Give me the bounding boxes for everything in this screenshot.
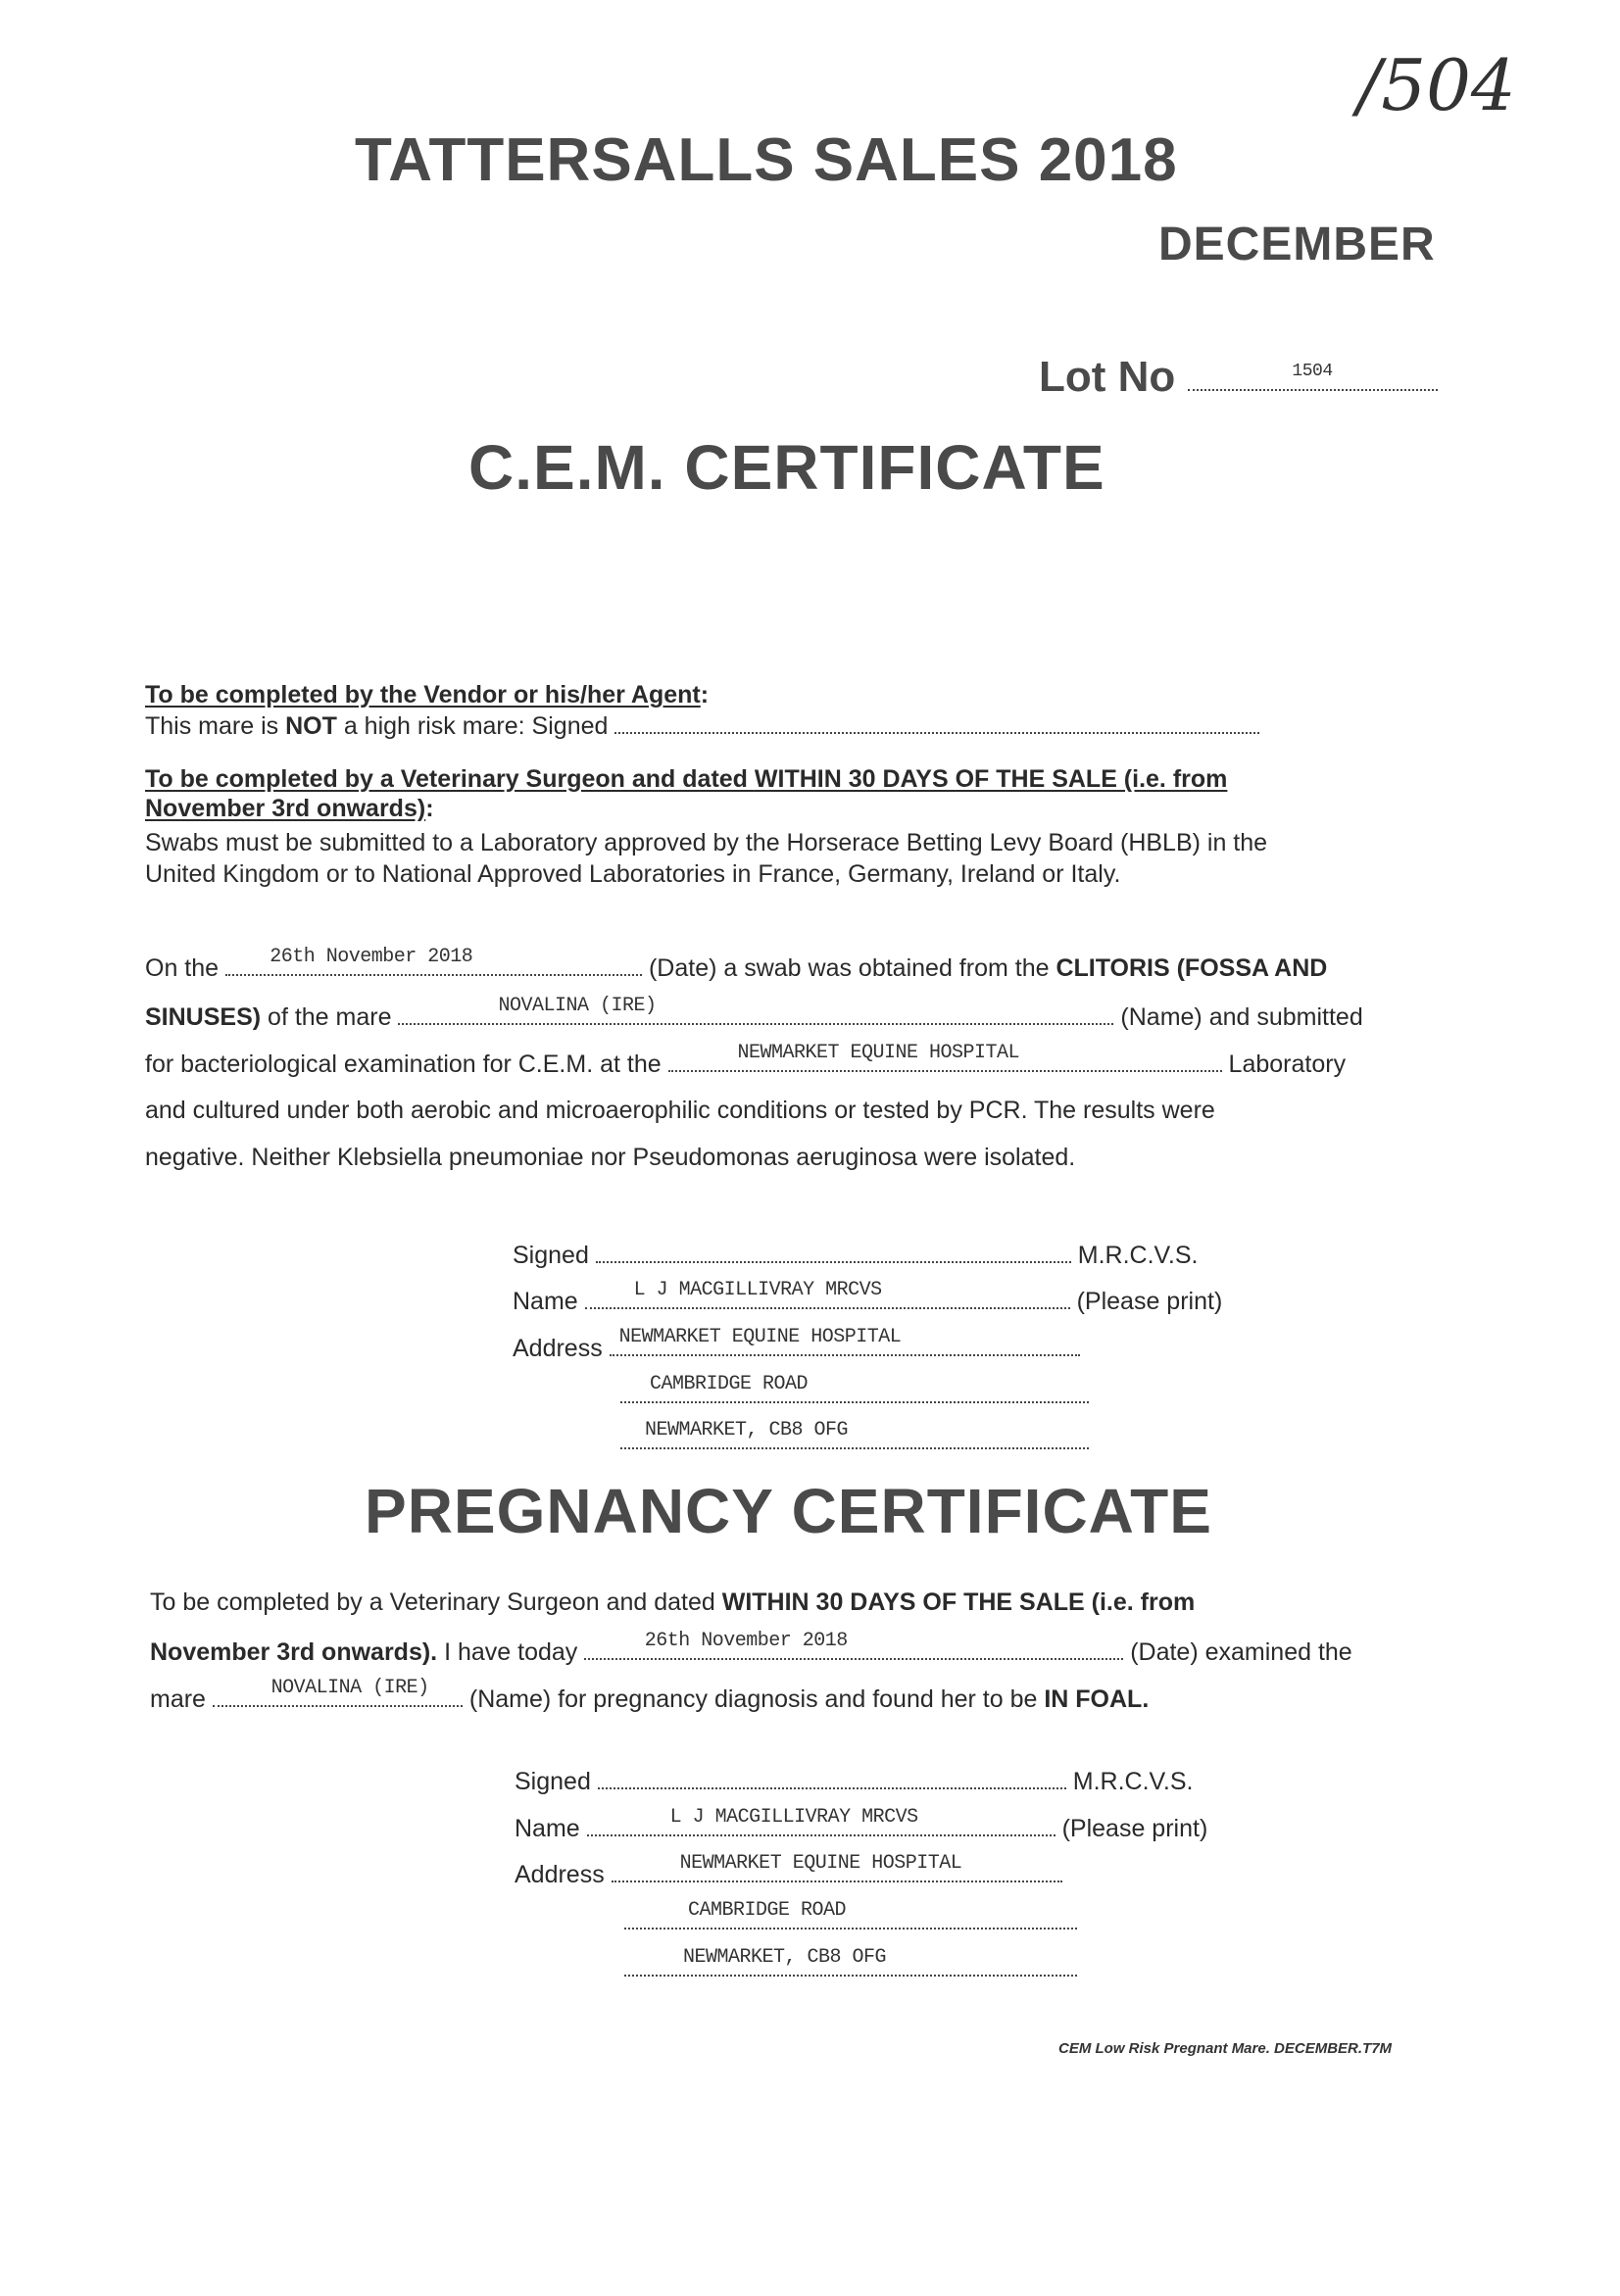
pregnancy-address-field-2 bbox=[624, 1899, 1077, 1930]
cem-signed-row: Signed M.R.C.V.S. bbox=[513, 1242, 1199, 1269]
pregnancy-vet-name-value: L J MACGILLIVRAY MRCVS bbox=[669, 1806, 918, 1829]
pregnancy-statement-line-3: mare NOVALINA (IRE) (Name) for pregnancy diagnosis and found her to be IN FOAL. bbox=[150, 1684, 1149, 1714]
cem-address-row-1: Address NEWMARKET EQUINE HOSPITAL bbox=[513, 1333, 1080, 1363]
pregnancy-mare-name-value: NOVALINA (IRE) bbox=[270, 1677, 429, 1699]
cem-address-value-2: CAMBRIDGE ROAD bbox=[650, 1373, 809, 1395]
cem-mare-name-field bbox=[398, 995, 1113, 1025]
lot-number-field bbox=[1188, 360, 1438, 391]
sale-month: DECEMBER bbox=[1158, 219, 1436, 270]
pregnancy-address-value-3: NEWMARKET, CB8 OFG bbox=[683, 1946, 887, 1969]
pregnancy-date-field bbox=[584, 1630, 1123, 1660]
vendor-declaration: This mare is NOT a high risk mare: Signed bbox=[145, 710, 1259, 741]
lot-label: Lot No bbox=[1039, 353, 1176, 401]
form-reference-footer: CEM Low Risk Pregnant Mare. DECEMBER.T7M bbox=[1058, 2040, 1393, 2057]
pregnancy-date-value: 26th November 2018 bbox=[644, 1630, 848, 1652]
cem-address-row-3 bbox=[620, 1419, 1089, 1456]
cem-vet-name-value: L J MACGILLIVRAY MRCVS bbox=[633, 1279, 882, 1301]
pregnancy-address-field-3 bbox=[624, 1946, 1077, 1977]
pregnancy-signature-field bbox=[598, 1766, 1066, 1789]
pregnancy-statement-line-1: To be completed by a Veterinary Surgeon and dated WITHIN 30 DAYS OF THE SALE (i.e. from bbox=[150, 1588, 1196, 1616]
cem-address-field-3 bbox=[620, 1419, 1089, 1449]
pregnancy-address-row-1: Address NEWMARKET EQUINE HOSPITAL bbox=[515, 1859, 1062, 1889]
swab-requirement-line-2: United Kingdom or to National Approved Laboratories in France, Germany, Ireland or Italy. bbox=[145, 860, 1121, 888]
vendor-heading: To be completed by the Vendor or his/her Agent: bbox=[145, 681, 710, 708]
pregnancy-name-row: Name L J MACGILLIVRAY MRCVS (Please print) bbox=[515, 1813, 1207, 1843]
swab-requirement-line-1: Swabs must be submitted to a Laboratory approved by the Horserace Betting Levy Board (HBLB) in the bbox=[145, 829, 1268, 856]
laboratory-value: NEWMARKET EQUINE HOSPITAL bbox=[737, 1042, 1020, 1064]
cem-statement-line-3: for bacteriological examination for C.E.M. at the NEWMARKET EQUINE HOSPITAL Laboratory bbox=[145, 1049, 1346, 1079]
pregnancy-address-value-2: CAMBRIDGE ROAD bbox=[688, 1899, 847, 1922]
vet-heading-line-1: To be completed by a Veterinary Surgeon and dated WITHIN 30 DAYS OF THE SALE (i.e. from bbox=[145, 765, 1228, 793]
cem-address-value-1: NEWMARKET EQUINE HOSPITAL bbox=[618, 1326, 902, 1348]
pregnancy-address-row-3 bbox=[624, 1946, 1077, 1983]
cem-statement-line-2: SINUSES) of the mare NOVALINA (IRE) (Name) and submitted bbox=[145, 1001, 1363, 1032]
vet-heading-line-2: November 3rd onwards): bbox=[145, 795, 434, 822]
pregnancy-address-field-1 bbox=[612, 1852, 1062, 1882]
cem-address-value-3: NEWMARKET, CB8 OFG bbox=[645, 1419, 849, 1441]
pregnancy-certificate-title: PREGNANCY CERTIFICATE bbox=[365, 1476, 1212, 1546]
pregnancy-address-value-1: NEWMARKET EQUINE HOSPITAL bbox=[679, 1852, 962, 1875]
handwritten-lot-annotation: /504 bbox=[1357, 44, 1516, 126]
lot-number-row bbox=[1039, 353, 1438, 402]
pregnancy-statement-line-2: November 3rd onwards). I have today 26th November 2018 (Date) examined the bbox=[150, 1637, 1352, 1667]
cem-address-field-2 bbox=[620, 1373, 1089, 1403]
pregnancy-signed-row: Signed M.R.C.V.S. bbox=[515, 1768, 1194, 1795]
cem-address-row-2 bbox=[620, 1373, 1089, 1410]
cem-name-row: Name L J MACGILLIVRAY MRCVS (Please print) bbox=[513, 1286, 1222, 1316]
cem-statement-line-1: On the 26th November 2018 (Date) a swab was obtained from the CLITORIS (FOSSA AND bbox=[145, 953, 1450, 983]
cem-statement-line-4: and cultured under both aerobic and microaerophilic conditions or tested by PCR. The results were bbox=[145, 1097, 1215, 1124]
pregnancy-mare-name-field bbox=[213, 1677, 463, 1707]
pregnancy-address-row-2 bbox=[624, 1899, 1077, 1936]
cem-certificate-title: C.E.M. CERTIFICATE bbox=[468, 432, 1105, 503]
swab-date-value: 26th November 2018 bbox=[270, 946, 473, 968]
lot-number-value: 1504 bbox=[1292, 362, 1333, 381]
cem-mare-name-value: NOVALINA (IRE) bbox=[498, 995, 657, 1017]
vendor-signature-field bbox=[614, 710, 1259, 734]
cem-statement-line-5: negative. Neither Klebsiella pneumoniae nor Pseudomonas aeruginosa were isolated. bbox=[145, 1144, 1076, 1171]
sale-title: TATTERSALLS SALES 2018 bbox=[355, 126, 1178, 194]
cem-signature-field bbox=[596, 1240, 1071, 1263]
laboratory-field bbox=[668, 1042, 1222, 1072]
swab-date-field bbox=[225, 946, 642, 976]
